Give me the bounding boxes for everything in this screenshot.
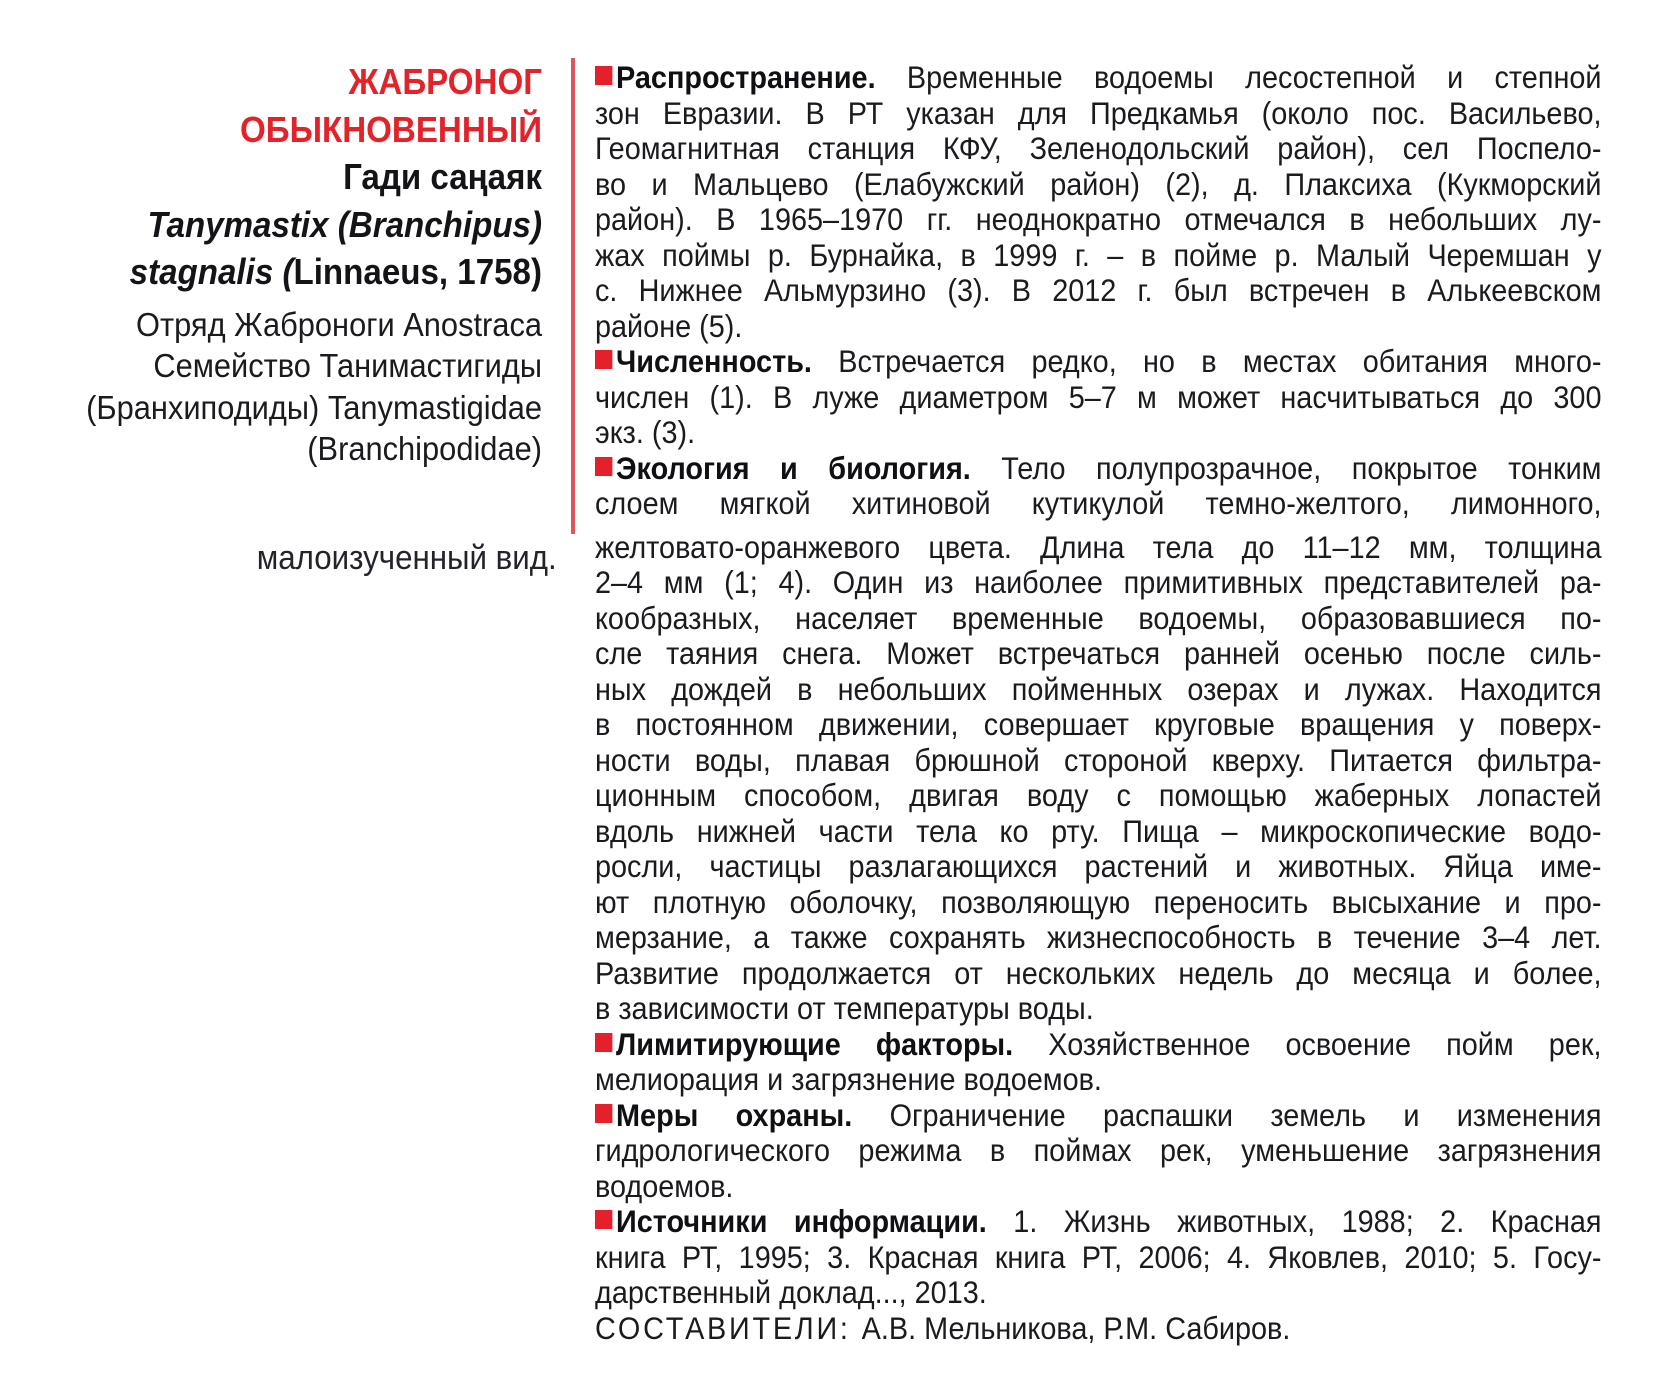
text-line: мелиорация и загрязнение водоемов. (595, 1061, 1102, 1097)
species-latin-name (60, 201, 542, 296)
text-line: ности воды, плавая брюшной стороной кверху. Питается фильтра- (595, 741, 1602, 778)
latin-species: stagnalis ( (129, 251, 294, 292)
section-bullet-icon (595, 457, 612, 476)
text-line: вдоль нижней части тела ко рту. Пища – микроскопические водо- (595, 812, 1602, 849)
text-line: росли, частицы разлагающихся растений и животных. Яйца име- (595, 848, 1602, 884)
text-line: с. Нижнее Альмурзино (3). В 2012 г. был встречен в Алькеевском (595, 272, 1602, 308)
latin-name-line (60, 201, 542, 249)
taxonomy-block (60, 305, 542, 471)
text-line: Лимитирующие факторы. Хозяйственное освоение пойм рек, (595, 1027, 1602, 1063)
text-line: Источники информации. 1. Жизнь животных, 1988; 2. Красная (595, 1204, 1602, 1240)
text-line: гидрологического режима в поймах рек, уменьшение загрязнения (595, 1132, 1602, 1168)
species-header-column (60, 58, 557, 577)
taxonomy-line: (Бранхиподиды) Tanymastigidae (86, 389, 542, 427)
species-title-tatar: Гади саңаяк (343, 156, 542, 197)
text-line: ционным способом, двигая воду с помощью жаберных лопастей (595, 777, 1602, 813)
text-line: мерзание, а также сохранять жизнеспособность в течение 3–4 лет. (595, 919, 1602, 955)
text-line: жах поймы р. Бурнайка, в 1999 г. – в пойме р. Малый Черемшан у (595, 236, 1602, 273)
section-rasprostranenie (595, 60, 1602, 344)
compilers-line: СОСТАВИТЕЛИ: А.В. Мельникова, Р.М. Сабиров. (595, 1309, 1291, 1346)
taxonomy-line: (Branchipodidae) (307, 431, 542, 468)
section-bullet-icon (595, 1104, 612, 1123)
compilers-label: СОСТАВИТЕЛИ: (595, 1309, 851, 1346)
section-bullet-icon (595, 1210, 612, 1229)
section-bullet-icon (595, 350, 612, 369)
text-line: Распространение. Временные водоемы лесостепной и степной (595, 60, 1602, 96)
latin-name-line (60, 248, 542, 296)
text-line: зон Евразии. В РТ указан для Предкамья (около пос. Васильево, (595, 94, 1602, 131)
title-line: ОБЫКНОВЕННЫЙ (240, 108, 542, 150)
text-line: ных дождей в небольших пойменных озерах и лужах. Находится (595, 670, 1602, 707)
text-line: 2–4 мм (1; 4). Один из наиболее примитивных представителей ра- (595, 564, 1602, 600)
text-line: район). В 1965–1970 гг. неоднократно отмечался в небольших лу- (595, 201, 1602, 237)
section-ecology (595, 451, 1602, 1027)
section-heading: Меры охраны. (616, 1096, 890, 1133)
text-line: районе (5). (595, 307, 743, 344)
section-heading: Распространение. (616, 59, 907, 95)
latin-genus: Tanymastix (Branchipus) (147, 203, 542, 245)
taxonomy-line: Отряд Жаброноги Anostraca (136, 306, 542, 344)
text-line: дарственный доклад..., 2013. (595, 1274, 987, 1310)
text-line: экз. (3). (595, 414, 696, 450)
clipped-status-text-fragment: малоизученный вид. (256, 539, 557, 577)
text-line: во и Мальцево (Елабужский район) (2), д. Плаксиха (Кукморский (595, 165, 1602, 202)
text-line: ют плотную оболочку, позволяющую переносить высыхание и про- (595, 883, 1602, 920)
section-heading: Источники информации. (616, 1203, 1014, 1239)
text-line: в зависимости от температуры воды. (595, 990, 1094, 1026)
text-line: Экология и биология. Тело полупрозрачное, покрытое тонким (595, 451, 1602, 487)
text-line: сле таяния снега. Может встречаться ранней осенью после силь- (595, 635, 1602, 671)
text-line: числен (1). В луже диаметром 5–7 м может насчитываться до 300 (595, 378, 1602, 415)
text-line: кообразных, населяет временные водоемы, образовавшиеся по- (595, 599, 1602, 636)
section-heading: Экология и биология. (616, 449, 1002, 486)
section-protection (595, 1098, 1602, 1205)
title-line: ЖАБРОНОГ (348, 61, 542, 102)
section-sources (595, 1204, 1602, 1311)
taxonomy-line: Семейство Танимастигиды (153, 348, 542, 385)
text-line: Развитие продолжается от нескольких недель до месяца и более, (595, 954, 1602, 991)
text-line: книга РТ, 1995; 3. Красная книга РТ, 2006; 4. Яковлев, 2010; 5. Госу- (595, 1238, 1602, 1275)
text-line: водоемов. (595, 1167, 734, 1204)
section-chislennost (595, 344, 1602, 451)
section-bullet-icon (595, 1033, 612, 1052)
text-line: слоем мягкой хитиновой кутикулой темно-желтого, лимонного, (595, 485, 1602, 521)
section-bullet-icon (595, 66, 612, 85)
column-divider-line (571, 58, 575, 534)
text-line: Численность. Встречается редко, но в местах обитания много- (595, 344, 1602, 380)
section-limiting (595, 1027, 1602, 1098)
species-title-russian (60, 58, 542, 153)
text-line: Меры охраны. Ограничение распашки земель и изменения (595, 1098, 1602, 1134)
text-line: Геомагнитная станция КФУ, Зеленодольский район), сел Поспело- (595, 130, 1602, 166)
text-line: в постоянном движении, совершает круговые вращения у поверх- (595, 706, 1602, 742)
latin-author: Linnaeus, 1758) (293, 251, 542, 292)
section-heading: Лимитирующие факторы. (616, 1025, 1049, 1062)
section-heading: Численность. (616, 343, 839, 379)
species-description-column (595, 60, 1602, 1346)
clipped-status-text (256, 538, 557, 577)
text-line: желтовато-оранжевого цвета. Длина тела до 11–12 мм, толщина (595, 528, 1602, 565)
